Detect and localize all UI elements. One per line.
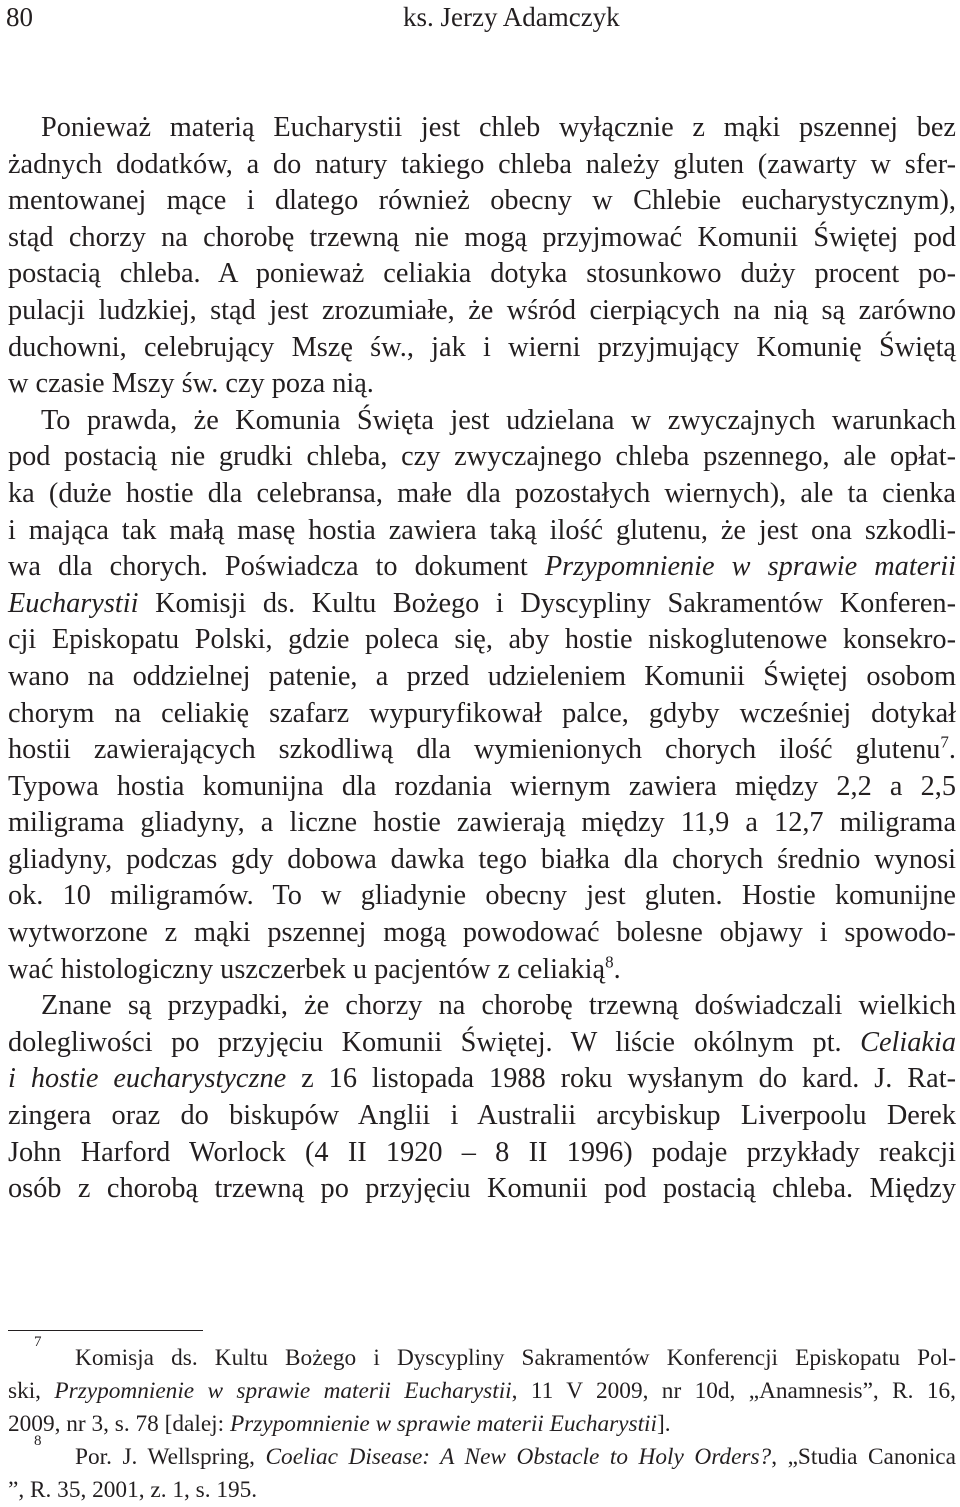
text-run: wać histologiczny uszczerbek u pacjentów z celiakią [8, 953, 606, 985]
text-line: Typowa hostia komunijna dla rozdania wiernym zawiera między 2,2 a 2,5 [8, 770, 956, 802]
text-line: mentowanej mące i dlatego również obecny w Chlebie eucharystycznym), [8, 185, 956, 217]
footnote-ref-7[interactable]: 7 [940, 732, 949, 752]
letter-title-italic: Celiakia [860, 1026, 956, 1058]
footnotes [8, 1334, 956, 1507]
text-line: zingera oraz do biskupów Anglii i Australii arcybiskup Liverpoolu Derek [8, 1100, 956, 1132]
document-title-italic: Przypomnienie w sprawie materii [544, 551, 956, 583]
main-text [8, 110, 956, 1208]
footnote-number: 7 [34, 1334, 42, 1350]
text-line-content [75, 1441, 956, 1474]
page-number: 80 [6, 2, 33, 32]
text-line: osób z chorobą trzewną po przyjęciu Komunii pod postacią chleba. Między [8, 1173, 956, 1205]
text-line: i mająca tak małą masę hostia zawiera taką ilość glutenu, że jest ona szkodli- [8, 514, 956, 546]
text-run: ski, [8, 1378, 55, 1404]
text-line [8, 1061, 956, 1098]
document-title-italic: Przypomnienie w sprawie materii Eucharystii [229, 1411, 658, 1437]
text-run: 2009, nr 3, s. 78 [dalej: [8, 1411, 230, 1437]
text-line: wano na oddzielnej patenie, a przed udzieleniem Komunii Świętej osobom [8, 660, 956, 692]
text-line: chorym na celiakię szafarz wypuryfikował palce, gdyby wcześniej dotykał [8, 697, 956, 729]
text-line [8, 586, 956, 623]
paragraph [8, 403, 956, 989]
text-line: wytworzone z mąki pszennej mogą powodować bolesne objawy i spowodo- [8, 917, 956, 949]
text-line: Znane są przypadki, że chorzy na chorobę trzewną doświadczali wielkich [41, 990, 956, 1022]
text-run: , „Studia Canonica [771, 1444, 956, 1470]
text-line: duchowni, celebrujący Mszę św., jak i wierni przyjmujący Komunię Świętą [8, 331, 956, 363]
text-line [8, 732, 956, 769]
text-run: hostii zawierających szkodliwą dla wymienionych chorych ilość glutenu [8, 734, 941, 766]
text-run: Komisji ds. Kultu Bożego i Dyscypliny Sakramentów Konferen- [138, 587, 956, 619]
text-run: . [613, 953, 621, 985]
text-line: miligrama gliadyny, a liczne hostie zawierają między 11,9 a 12,7 miligrama [8, 807, 956, 839]
document-title-italic: Przypomnienie w sprawie materii Eucharystii [54, 1378, 512, 1404]
text-line: gliadyny, podczas gdy dobowa dawka tego białka dla chorych średnio wynosi [8, 843, 956, 875]
text-line [8, 549, 956, 586]
text-line [8, 1433, 956, 1474]
text-run: ]. [657, 1411, 671, 1437]
text-line: stąd chorzy na chorobę trzewną nie mogą przyjmować Komunii Świętej pod [8, 221, 956, 253]
text-line: cji Episkopatu Polski, gdzie poleca się, aby hostie niskoglutenowe konsekro- [8, 624, 956, 656]
text-line: ka (duże hostie dla celebransa, małe dla pozostałych wiernych), ale ta cienka [8, 477, 956, 509]
running-title: ks. Jerzy Adamczyk [403, 2, 620, 32]
text-line [8, 1334, 956, 1375]
footnote-8 [8, 1433, 956, 1507]
footnote-ref-8[interactable]: 8 [605, 952, 614, 972]
article-title-italic: Coeliac Disease: A New Obstacle to Holy Orders? [265, 1444, 772, 1470]
text-line [8, 1408, 956, 1441]
text-line: John Harford Worlock (4 II 1920 – 8 II 1996) podaje przykłady reakcji [8, 1136, 956, 1168]
text-line [8, 1375, 956, 1408]
text-run: dolegliwości po przyjęciu Komunii Świętej. W liście okólnym pt. [8, 1026, 861, 1058]
text-line [8, 952, 956, 989]
text-line: ok. 10 miligramów. To w gliadynie obecny jest gluten. Hostie komunijne [8, 880, 956, 912]
text-line: To prawda, że Komunia Święta jest udzielana w zwyczajnych warunkach [41, 404, 956, 436]
text-run: , 11 V 2009, nr 10d, „Anamnesis”, R. 16, [511, 1378, 956, 1404]
text-line: pod postacią nie grudki chleba, czy zwyczajnego chleba pszennego, ale opłat- [8, 441, 956, 473]
text-run: wa dla chorych. Poświadcza to dokument [8, 551, 545, 583]
text-line: w czasie Mszy św. czy poza nią. [8, 368, 374, 400]
text-run: z 16 listopada 1988 roku wysłanym do kard. J. Rat- [286, 1063, 956, 1095]
footnote-separator [8, 1330, 203, 1331]
running-head [0, 0, 960, 40]
text-run: . [948, 734, 956, 766]
footnote-number: 8 [34, 1433, 42, 1449]
text-line: postacią chleba. A ponieważ celiakia dotyka stosunkowo duży procent po- [8, 258, 956, 290]
text-run: Por. J. Wellspring, [75, 1444, 266, 1470]
letter-title-italic: i hostie eucharystyczne [8, 1063, 287, 1095]
document-title-italic: Eucharystii [8, 587, 139, 619]
footnote-7 [8, 1334, 956, 1441]
paragraph [8, 110, 956, 403]
text-line [8, 1025, 956, 1062]
paragraph [8, 988, 956, 1208]
text-line: pulacji ludzkiej, stąd jest zrozumiałe, że wśród cierpiących na nią są zarówno [8, 294, 956, 326]
text-run: Komisja ds. Kultu Bożego i Dyscypliny Sakramentów Konferencji Episkopatu Pol- [75, 1345, 956, 1371]
text-line: ”, R. 35, 2001, z. 1, s. 195. [8, 1477, 258, 1503]
text-line: Ponieważ materią Eucharystii jest chleb wyłącznie z mąki pszennej bez [41, 112, 956, 143]
text-line: żadnych dodatków, a do natury takiego chleba należy gluten (zawarty w sfer- [8, 148, 956, 180]
